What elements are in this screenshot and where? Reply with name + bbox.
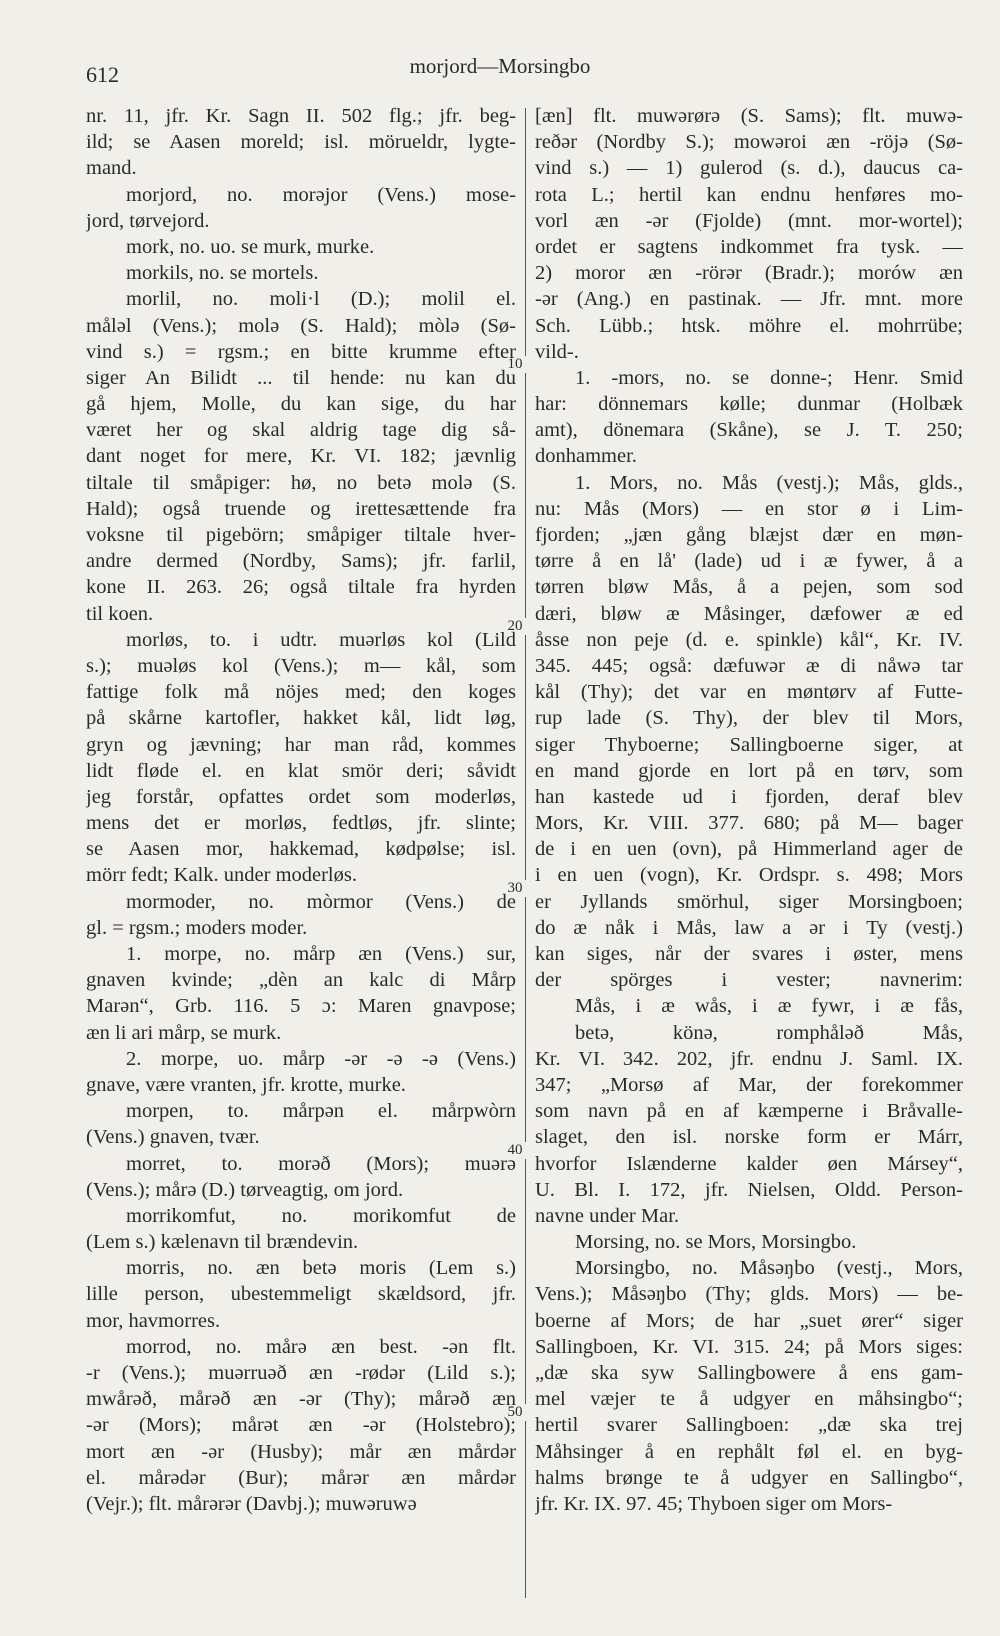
text-line: (Vejr.); flt. mårərər (Davbj.); muwəruwə xyxy=(86,1492,417,1515)
text-line: [æn] flt. muwərørə (S. Sams); flt. muwə- xyxy=(535,105,963,127)
text-line: der spörges i vester; navnerim: xyxy=(535,969,963,992)
text-line: lidt fløde el. en klat smör deri; såvidt xyxy=(86,759,516,782)
text-line: Mås, i æ wås, i æ fywr, i æ fås, xyxy=(575,995,963,1018)
text-line: Marən“, Grb. 116. 5 ɔ: Maren gnavpose; xyxy=(86,995,516,1018)
text-line: donhammer. xyxy=(535,445,637,468)
text-line: s.); muəløs kol (Vens.); m— kål, som xyxy=(86,654,516,677)
text-line: 2. morpe, uo. mårp -ər -ə -ə (Vens.) xyxy=(126,1047,516,1070)
text-line: el. mårədər (Bur); mårər æn mårdər xyxy=(86,1466,516,1489)
text-line: nr. 11, jfr. Kr. Sagn II. 502 flg.; jfr. beg- xyxy=(86,105,516,127)
text-line: mwårəð, mårəð æn -ər (Thy); mårəð æn xyxy=(86,1388,516,1411)
text-line: morlil, no. moli·l (D.); molil el. xyxy=(126,288,516,311)
text-line: i en uen (vogn), Kr. Ordspr. s. 498; Mors xyxy=(535,864,963,887)
text-line: Hald); også truende og irettesættende fra xyxy=(86,497,516,520)
text-line: gnaven kvinde; „dèn an kalc di Mårp xyxy=(86,969,516,992)
text-line: måləl (Vens.); molə (S. Hald); mòlə (Sø- xyxy=(86,314,516,337)
text-line: andre dermed (Nordby, Sams); jfr. farlil, xyxy=(86,550,516,573)
text-line: som navn på en af kæmperne i Bråvalle- xyxy=(535,1100,963,1123)
text-line: se Aasen mor, hakkemad, kødpølse; isl. xyxy=(86,838,516,861)
text-line: tørren bløw Mås, å a pejen, som sod xyxy=(535,576,963,599)
text-line: er Jyllands smörhul, siger Morsingboen; xyxy=(535,890,963,913)
text-line: morret, to. morəð (Mors); muərə xyxy=(126,1152,516,1175)
text-line: til koen. xyxy=(86,602,154,625)
text-line: ild; se Aasen moreld; isl. mörueldr, lygte- xyxy=(86,131,516,154)
text-line: tiltale til småpiger: hø, no betə molə (S. xyxy=(86,471,516,494)
text-line: morjord, no. morəjor (Vens.) mose- xyxy=(126,183,516,206)
text-line: kan siges, når der svares i øster, mens xyxy=(535,943,963,965)
text-line: boerne af Mors; de har „suet ører“ siger xyxy=(535,1309,963,1332)
line-number-10: 10 xyxy=(500,356,530,373)
text-line: tørre å en lå' (lade) ud i æ fywer, å a xyxy=(535,550,963,573)
text-line: morrod, no. mårə æn best. -ən flt. xyxy=(126,1335,516,1358)
text-line: betə, könə, romphåləð Mås, xyxy=(575,1021,963,1044)
text-line: 1. morpe, no. mårp æn (Vens.) sur, xyxy=(126,943,516,965)
right-column xyxy=(535,103,963,1517)
text-line: vind s.) = rgsm.; en bitte krumme efter xyxy=(86,340,516,363)
text-line: været her og skal aldrig tage dig så- xyxy=(86,419,516,442)
text-line: Kr. VI. 342. 202, jfr. endnu J. Saml. IX. xyxy=(535,1047,963,1070)
text-line: hertil svarer Sallingboen: „dæ ska trej xyxy=(535,1414,963,1437)
text-line: mor, havmorres. xyxy=(86,1309,221,1332)
text-line: Sch. Lübb.; htsk. möhre el. mohrrübe; xyxy=(535,314,963,337)
text-line: -ər (Ang.) en pastinak. — Jfr. mnt. more xyxy=(535,288,963,311)
text-line: mork, no. uo. se murk, murke. xyxy=(126,235,375,258)
text-line: han kastede ud i fjorden, deraf blev xyxy=(535,785,963,808)
line-number-20: 20 xyxy=(500,618,530,635)
text-line: lille person, ubestemmeligt skældsord, jfr. xyxy=(86,1283,516,1306)
text-line: -r (Vens.); muərruəð æn -rødər (Lild s.); xyxy=(86,1362,516,1384)
text-line: kål (Thy); det var en møntørv af Futte- xyxy=(535,681,963,704)
text-line: Mors, Kr. VIII. 377. 680; på M— bager xyxy=(535,812,963,835)
text-line: hvorfor Islænderne kalder øen Mársey“, xyxy=(535,1152,963,1175)
text-line: Morsing, no. se Mors, Morsingbo. xyxy=(575,1231,857,1254)
text-line: (Vens.) gnaven, tvær. xyxy=(86,1126,260,1149)
text-line: vorl æn -ər (Fjolde) (mnt. mor-wortel); xyxy=(535,209,963,232)
line-number-30: 30 xyxy=(500,880,530,897)
text-line: 2) moror æn -rörər (Bradr.); morów æn xyxy=(535,262,963,285)
text-line: morrikomfut, no. morikomfut de xyxy=(126,1204,516,1227)
text-line: vind s.) — 1) gulerod (s. d.), daucus ca- xyxy=(535,157,963,180)
text-line: ordet er sagtens indkommet fra tysk. — xyxy=(535,235,963,258)
text-line: mand. xyxy=(86,157,137,180)
text-line: 1. Mors, no. Mås (vestj.); Mås, glds., xyxy=(575,471,963,494)
text-line: morris, no. æn betə moris (Lem s.) xyxy=(126,1257,516,1280)
line-number-40: 40 xyxy=(500,1142,530,1159)
column-divider xyxy=(525,108,526,1598)
text-line: Vens.); Måsəŋbo (Thy; glds. Mors) — be- xyxy=(535,1283,963,1306)
text-line: navne under Mar. xyxy=(535,1204,680,1227)
text-line: 347; „Morsø af Mar, der forekommer xyxy=(535,1073,963,1096)
text-line: siger Thyboerne; Sallingboerne siger, at xyxy=(535,733,963,756)
text-line: rup lade (S. Thy), der blev til Mors, xyxy=(535,707,963,730)
text-line: vild-. xyxy=(535,340,579,363)
left-column xyxy=(86,103,516,1517)
text-line: reðər (Nordby S.); mowəroi æn -röjə (Sø- xyxy=(535,131,963,154)
text-line: amt), dönemara (Skåne), se J. T. 250; xyxy=(535,419,963,442)
text-line: rota L.; hertil kan endnu henføres mo- xyxy=(535,183,963,206)
text-line: æn li ari mårp, se murk. xyxy=(86,1021,282,1044)
text-line: (Lem s.) kælenavn til brændevin. xyxy=(86,1231,359,1254)
line-number-50: 50 xyxy=(500,1404,530,1421)
text-line: dant noget for mere, Kr. VI. 182; jævnlig xyxy=(86,445,516,468)
text-line: gl. = rgsm.; moders moder. xyxy=(86,916,308,939)
text-line: en mand gjorde en lort på en tørv, som xyxy=(535,759,963,782)
text-line: nu: Mås (Mors) — en stor ø i Lim- xyxy=(535,497,963,520)
text-line: fjorden; „jæn gång blæjst dær en møn- xyxy=(535,524,963,546)
text-line: gnave, være vranten, jfr. krotte, murke. xyxy=(86,1073,406,1096)
text-line: gå hjem, Molle, du kan sige, du har xyxy=(86,393,516,416)
text-line: mens det er morløs, fedtløs, jfr. slinte; xyxy=(86,812,516,835)
text-line: slaget, den isl. norske form er Márr, xyxy=(535,1126,963,1149)
text-line: 345. 445; også: dæfuwər æ di nåwə tar xyxy=(535,654,963,677)
text-line: do æ nåk i Mås, law a ər i Ty (vestj.) xyxy=(535,916,963,939)
running-title: morjord—Morsingbo xyxy=(409,54,591,78)
text-line: fattige folk må nöjes med; den koges xyxy=(86,681,516,704)
text-line: 1. -mors, no. se donne-; Henr. Smid xyxy=(575,366,963,389)
text-line: jfr. Kr. IX. 97. 45; Thyboen siger om Mors- xyxy=(535,1492,893,1515)
text-line: de i en uen (ovn), på Himmerland ager de xyxy=(535,838,963,861)
text-line: har: dönnemars kølle; dunmar (Holbæk xyxy=(535,393,963,416)
text-line: morpen, to. mårpən el. mårpwòrn xyxy=(126,1100,516,1123)
text-line: morløs, to. i udtr. muərløs kol (Lild xyxy=(126,628,516,651)
text-line: jord, tørvejord. xyxy=(86,209,210,232)
text-line: Måhsinger å en rephålt føl el. en byg- xyxy=(535,1440,963,1463)
text-line: mort æn -ər (Husby); mår æn mårdər xyxy=(86,1440,516,1463)
text-line: mel væjer te å udgyer en måhsingbo“; xyxy=(535,1388,963,1411)
text-line: Morsingbo, no. Måsəŋbo (vestj., Mors, xyxy=(575,1257,963,1280)
text-line: mörr fedt; Kalk. under moderløs. xyxy=(86,864,357,887)
text-line: -ər (Mors); mårət æn -ər (Holstebro); xyxy=(86,1414,516,1437)
text-line: jeg forstår, opfattes ordet som moderløs, xyxy=(86,785,516,808)
text-line: voksne til pigebörn; småpiger tiltale hver- xyxy=(86,524,516,546)
text-line: U. Bl. I. 172, jfr. Nielsen, Oldd. Person- xyxy=(535,1178,963,1201)
text-line: kone II. 263. 26; også tiltale fra hyrden xyxy=(86,576,516,599)
text-line: dæri, bløw æ Måsinger, dæfower æ ed xyxy=(535,602,963,625)
text-line: (Vens.); mårə (D.) tørveagtig, om jord. xyxy=(86,1178,404,1201)
text-line: siger An Bilidt ... til hende: nu kan du xyxy=(86,366,516,389)
text-line: åsse non peje (d. e. spinkle) kål“, Kr. IV. xyxy=(535,628,963,651)
text-line: halms brønge te å udgyer en Sallingbo“, xyxy=(535,1466,963,1489)
text-line: morkils, no. se mortels. xyxy=(126,262,319,285)
text-line: Sallingboen, Kr. VI. 315. 24; på Mors siges: xyxy=(535,1335,963,1358)
text-line: „dæ ska syw Sallingbowere å ens gam- xyxy=(535,1362,963,1384)
text-line: på skårne kartofler, hakket kål, lidt løg, xyxy=(86,707,516,730)
page-number: 612 xyxy=(86,62,119,87)
text-line: gryn og jævning; har man råd, kommes xyxy=(86,733,516,756)
text-line: mormoder, no. mòrmor (Vens.) de xyxy=(126,890,516,913)
